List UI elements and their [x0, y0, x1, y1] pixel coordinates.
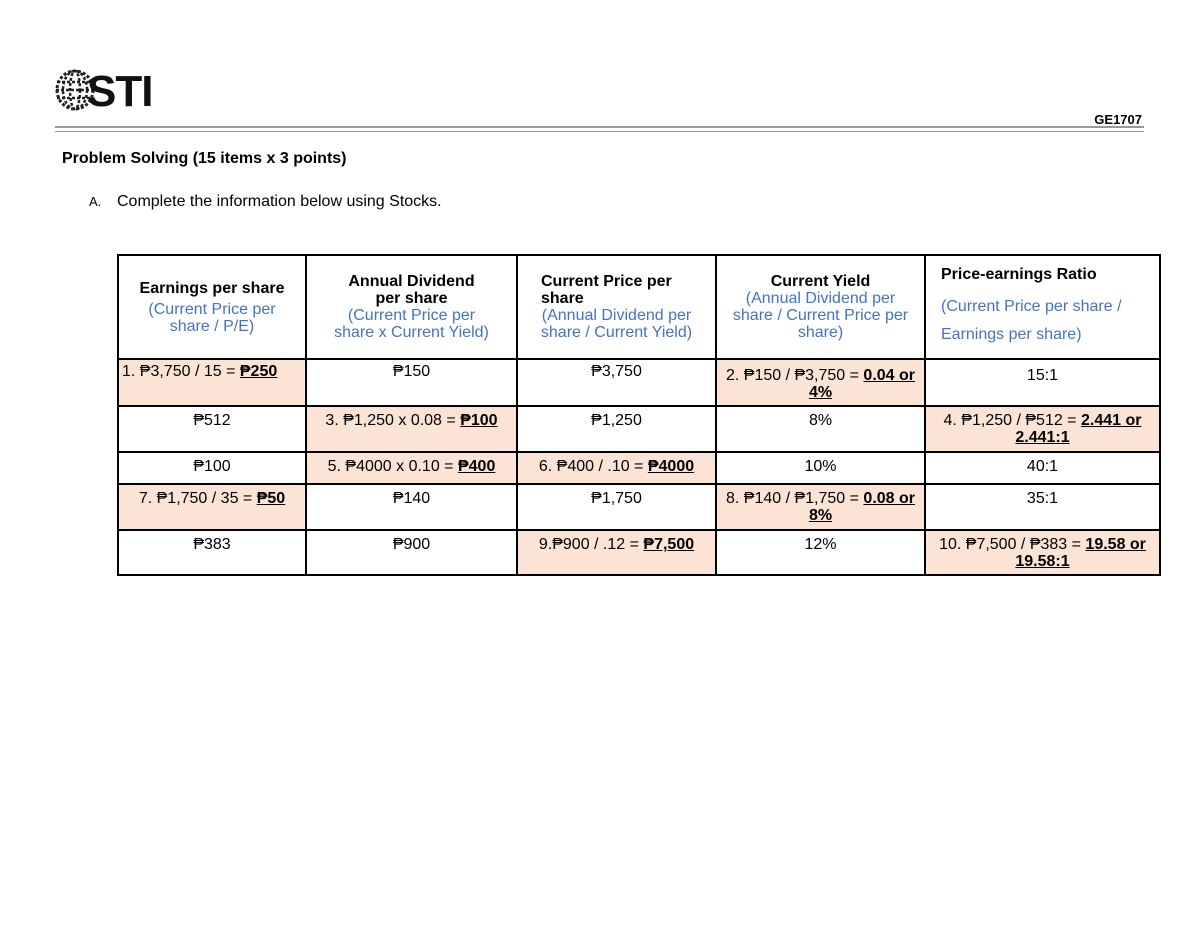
- table-cell: ₱900: [306, 530, 517, 575]
- instruction-text: Complete the information below using Stocks.: [117, 193, 442, 210]
- table-row: [118, 406, 1160, 452]
- table-cell: 8%: [716, 406, 925, 452]
- table-row: [118, 530, 1160, 575]
- header-pe-ratio: Price-earnings Ratio (Current Price per share / Earnings per share): [925, 255, 1160, 359]
- table-cell: 1. ₱3,750 / 15 = ₱250: [118, 359, 306, 406]
- table-cell: ₱1,250: [517, 406, 716, 452]
- table-cell: 12%: [716, 530, 925, 575]
- table-cell: ₱512: [118, 406, 306, 452]
- header-eps: Earnings per share (Current Price per share / P/E): [118, 255, 306, 359]
- table-cell: 8. ₱140 / ₱1,750 = 0.08 or 8%: [716, 484, 925, 530]
- table-cell: 10%: [716, 452, 925, 484]
- table-cell: 40:1: [925, 452, 1160, 484]
- instruction: [89, 193, 442, 211]
- header-divider-thin: [55, 131, 1144, 132]
- course-code: GE1707: [1094, 112, 1142, 127]
- table-cell: ₱383: [118, 530, 306, 575]
- table-cell: 3. ₱1,250 x 0.08 = ₱100: [306, 406, 517, 452]
- table-cell: ₱3,750: [517, 359, 716, 406]
- table-row: [118, 359, 1160, 406]
- table-cell: 5. ₱4000 x 0.10 = ₱400: [306, 452, 517, 484]
- table-cell: 4. ₱1,250 / ₱512 = 2.441 or 2.441:1: [925, 406, 1160, 452]
- instruction-letter: A.: [89, 194, 102, 209]
- table-row: [118, 452, 1160, 484]
- header-divider: [55, 126, 1144, 128]
- table-cell: 7. ₱1,750 / 35 = ₱50: [118, 484, 306, 530]
- table-cell: 2. ₱150 / ₱3,750 = 0.04 or 4%: [716, 359, 925, 406]
- table-cell: ₱1,750: [517, 484, 716, 530]
- table-cell: 6. ₱400 / .10 = ₱4000: [517, 452, 716, 484]
- table-row: [118, 484, 1160, 530]
- header-current-price: Current Price per share (Annual Dividend per share / Current Yield): [517, 255, 716, 359]
- header-row: [118, 255, 1160, 359]
- section-title: Problem Solving (15 items x 3 points): [62, 150, 347, 167]
- table-cell: 10. ₱7,500 / ₱383 = 19.58 or 19.58:1: [925, 530, 1160, 575]
- table-cell: ₱150: [306, 359, 517, 406]
- table-cell: ₱100: [118, 452, 306, 484]
- table-cell: 35:1: [925, 484, 1160, 530]
- logo-text: STI: [87, 67, 153, 116]
- table-cell: 9.₱900 / .12 = ₱7,500: [517, 530, 716, 575]
- header-annual-dividend: Annual Dividend per share (Current Price per share x Current Yield): [306, 255, 517, 359]
- stocks-table: [117, 254, 1161, 576]
- table-cell: ₱140: [306, 484, 517, 530]
- sti-logo: [55, 66, 165, 118]
- header-current-yield: Current Yield (Annual Dividend per share / Current Price per share): [716, 255, 925, 359]
- table-cell: 15:1: [925, 359, 1160, 406]
